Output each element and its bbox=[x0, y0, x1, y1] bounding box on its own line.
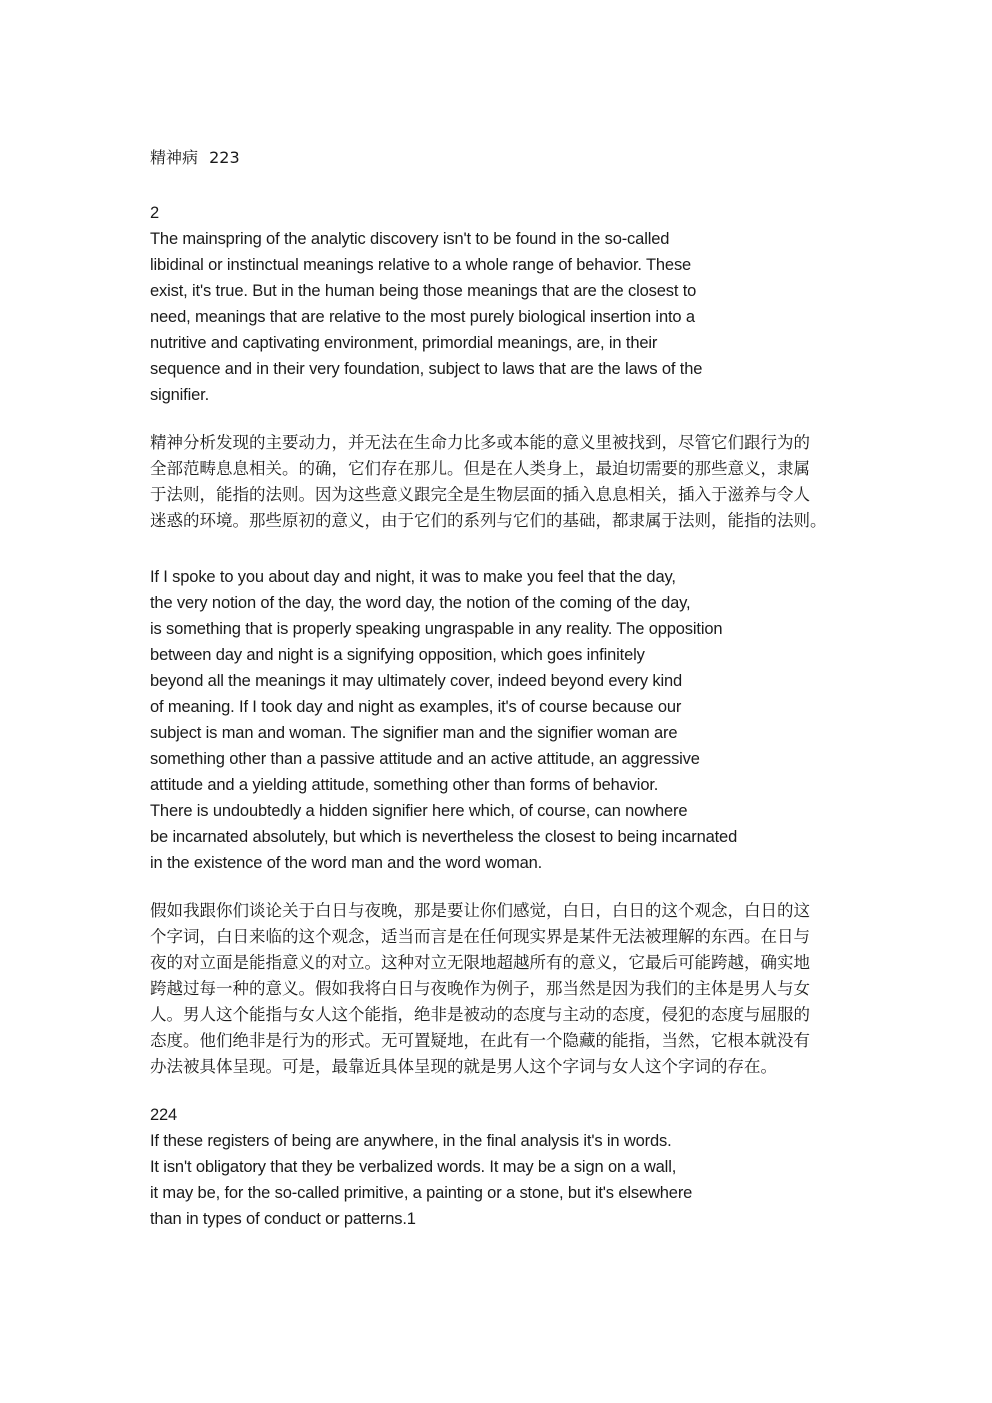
text-line: something other than a passive attitude and an active attitude, an aggressive bbox=[150, 750, 700, 768]
text-line: 于法则，能指的法则。因为这些意义跟完全是生物层面的插入息息相关，插入于滋养与令人 bbox=[150, 485, 810, 504]
text-line: If I spoke to you about day and night, it was to make you feel that the day, bbox=[150, 568, 676, 586]
text-line: in the existence of the word man and the word woman. bbox=[150, 854, 543, 872]
text-line: 跨越过每一种的意义。假如我将白日与夜晚作为例子，那当然是因为我们的主体是男人与女 bbox=[150, 979, 810, 998]
text-line: exist, it's true. But in the human being those meanings that are the closest to bbox=[150, 282, 697, 300]
document-page bbox=[150, 146, 850, 1232]
translation-2-chinese bbox=[150, 898, 850, 1080]
text-line: 夜的对立面是能指意义的对立。这种对立无限地超越所有的意义，它最后可能跨越，确实地 bbox=[150, 953, 810, 972]
text-line: 假如我跟你们谈论关于白日与夜晚，那是要让你们感觉，白日，白日的这个观念，白日的这 bbox=[150, 901, 810, 920]
text-line: 精神分析发现的主要动力，并无法在生命力比多或本能的意义里被找到，尽管它们跟行为的 bbox=[150, 433, 810, 452]
text-line: the very notion of the day, the word day, the notion of the coming of the day, bbox=[150, 594, 691, 612]
text-line: 迷惑的环境。那些原初的意义，由于它们的系列与它们的基础，都隶属于法则，能指的法则。 bbox=[150, 511, 827, 530]
text-line: between day and night is a signifying opposition, which goes infinitely bbox=[150, 646, 645, 664]
text-line: libidinal or instinctual meanings relative to a whole range of behavior. These bbox=[150, 256, 692, 274]
text-line: signifier. bbox=[150, 386, 210, 404]
text-line: subject is man and woman. The signifier man and the signifier woman are bbox=[150, 724, 678, 742]
text-line: The mainspring of the analytic discovery isn't to be found in the so-called bbox=[150, 230, 670, 248]
text-line: is something that is properly speaking ungraspable in any reality. The opposition bbox=[150, 620, 723, 638]
text-line: of meaning. If I took day and night as examples, it's of course because our bbox=[150, 698, 682, 716]
running-header bbox=[150, 146, 850, 170]
text-line: 态度。他们绝非是行为的形式。无可置疑地，在此有一个隐藏的能指，当然，它根本就没有 bbox=[150, 1031, 810, 1050]
text-line: There is undoubtedly a hidden signifier here which, of course, can nowhere bbox=[150, 802, 688, 820]
text-line: sequence and in their very foundation, subject to laws that are the laws of the bbox=[150, 360, 703, 378]
text-line: 个字词，白日来临的这个观念，适当而言是在任何现实界是某件无法被理解的东西。在日与 bbox=[150, 927, 810, 946]
text-line: attitude and a yielding attitude, something other than forms of behavior. bbox=[150, 776, 659, 794]
text-line: If these registers of being are anywhere, in the final analysis it's in words. bbox=[150, 1132, 672, 1150]
text-line: 全部范畴息息相关。的确，它们存在那儿。但是在人类身上，最迫切需要的那些意义，隶属 bbox=[150, 459, 810, 478]
text-line: nutritive and captivating environment, primordial meanings, are, in their bbox=[150, 334, 658, 352]
header-page-number: 223 bbox=[209, 148, 240, 167]
text-line: 人。男人这个能指与女人这个能指，绝非是被动的态度与主动的态度，侵犯的态度与屈服的 bbox=[150, 1005, 810, 1024]
section-number: 2 bbox=[150, 204, 160, 222]
text-line: than in types of conduct or patterns.1 bbox=[150, 1210, 416, 1228]
section-1-english bbox=[150, 200, 850, 408]
section-number: 224 bbox=[150, 1106, 178, 1124]
section-2-english bbox=[150, 564, 850, 876]
section-3-english bbox=[150, 1102, 850, 1232]
text-line: beyond all the meanings it may ultimately cover, indeed beyond every kind bbox=[150, 672, 683, 690]
text-line: 办法被具体呈现。可是，最靠近具体呈现的就是男人这个字词与女人这个字词的存在。 bbox=[150, 1057, 777, 1076]
translation-1-chinese bbox=[150, 430, 850, 534]
text-line: it may be, for the so-called primitive, a painting or a stone, but it's elsewhere bbox=[150, 1184, 693, 1202]
text-line: be incarnated absolutely, but which is nevertheless the closest to being incarnated bbox=[150, 828, 738, 846]
header-title: 精神病 bbox=[150, 148, 199, 167]
text-line: It isn't obligatory that they be verbalized words. It may be a sign on a wall, bbox=[150, 1158, 677, 1176]
text-line: need, meanings that are relative to the most purely biological insertion into a bbox=[150, 308, 695, 326]
